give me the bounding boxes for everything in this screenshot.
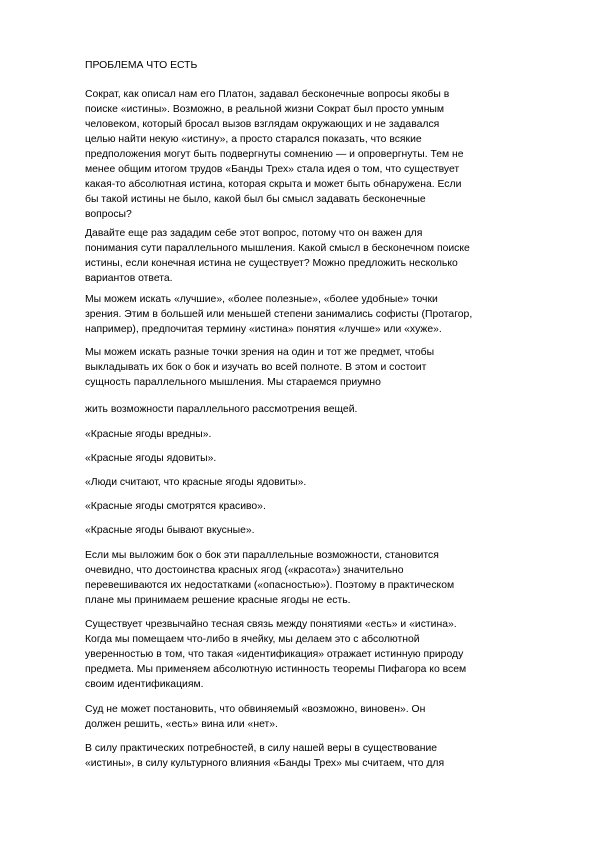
- paragraph-4-line-2: выкладывать их бок о бок и изучать во всей полноте. В этом и состоит: [85, 362, 427, 373]
- paragraph-11-line-4: плане мы принимаем решение красные ягоды не есть.: [85, 595, 351, 606]
- paragraph-1-line-6: менее общим итогом трудов «Банды Трех» стала идея о том, что существует: [85, 164, 460, 175]
- paragraph-2-line-3: истины, если конечная истина не существует? Можно предложить несколько: [85, 258, 458, 269]
- example-line-2: «Красные ягоды ядовиты».: [85, 453, 217, 464]
- paragraph-4-line-1: Мы можем искать разные точки зрения на один и тот же предмет, чтобы: [85, 347, 435, 358]
- paragraph-5-line-1: жить возможности параллельного рассмотрения вещей.: [85, 404, 358, 415]
- paragraph-1-line-9: вопросы?: [85, 209, 132, 220]
- paragraph-11-line-3: перевешиваются их недостатками («опасностью»). Поэтому в практическом: [85, 580, 455, 591]
- paragraph-2-line-2: понимания сути параллельного мышления. Какой смысл в бесконечном поиске: [85, 243, 470, 254]
- document-title: ПРОБЛЕМА ЧТО ЕСТЬ: [85, 60, 198, 71]
- paragraph-1-line-2: поиске «истины». Возможно, в реальной жизни Сократ был просто умным: [85, 104, 445, 115]
- paragraph-3-line-2: зрения. Этим в большей или меньшей степени занимались софисты (Протагор,: [85, 309, 473, 320]
- paragraph-12-line-5: своим идентификациям.: [85, 679, 204, 690]
- paragraph-4-line-3: сущность параллельного мышления. Мы стараемся приумно: [85, 377, 381, 388]
- paragraph-13-line-2: должен решить, «есть» вина или «нет».: [85, 719, 278, 730]
- paragraph-14-line-2: «истины», в силу культурного влияния «Банды Трех» мы считаем, что для: [85, 758, 445, 769]
- paragraph-13-line-1: Суд не может постановить, что обвиняемый «возможно, виновен». Он: [85, 704, 426, 715]
- paragraph-2-line-4: вариантов ответа.: [85, 273, 173, 284]
- paragraph-12-line-1: Существует чрезвычайно тесная связь между понятиями «есть» и «истина».: [85, 619, 457, 630]
- paragraph-1-line-4: целью найти некую «истину», а просто старался показать, что всякие: [85, 134, 422, 145]
- paragraph-12-line-4: предмета. Мы применяем абсолютную истинность теоремы Пифагора ко всем: [85, 664, 467, 675]
- paragraph-2-line-1: Давайте еще раз зададим себе этот вопрос, потому что он важен для: [85, 228, 423, 239]
- paragraph-11-line-1: Если мы выложим бок о бок эти параллельные возможности, становится: [85, 550, 439, 561]
- example-line-4: «Красные ягоды смотрятся красиво».: [85, 501, 266, 512]
- example-line-3: «Люди считают, что красные ягоды ядовиты».: [85, 477, 307, 488]
- paragraph-3-line-3: например), предпочитая термину «истина» понятия «лучше» или «хуже».: [85, 324, 442, 335]
- paragraph-12-line-2: Когда мы помещаем что-либо в ячейку, мы делаем это с абсолютной: [85, 634, 420, 645]
- example-line-1: «Красные ягоды вредны».: [85, 429, 212, 440]
- paragraph-14-line-1: В силу практических потребностей, в силу нашей веры в существование: [85, 743, 438, 754]
- paragraph-1-line-8: бы такой истины не было, какой был бы смысл задавать бесконечные: [85, 194, 426, 205]
- paragraph-11-line-2: очевидно, что достоинства красных ягод («красота») значительно: [85, 565, 404, 576]
- paragraph-1-line-5: предположения могут быть подвергнуты сомнению — и опровергнуты. Тем не: [85, 149, 464, 160]
- paragraph-12-line-3: уверенностью в том, что такая «идентификация» отражает истинную природу: [85, 649, 464, 660]
- paragraph-1-line-3: человеком, который бросал вызов взглядам окружающих и не задавался: [85, 119, 440, 130]
- paragraph-1-line-7: какая-то абсолютная истина, которая скрыта и может быть обнаружена. Если: [85, 179, 462, 190]
- example-line-5: «Красные ягоды бывают вкусные».: [85, 525, 255, 536]
- paragraph-1-line-1: Сократ, как описал нам его Платон, задавал бесконечные вопросы якобы в: [85, 89, 450, 100]
- paragraph-3-line-1: Мы можем искать «лучшие», «более полезные», «более удобные» точки: [85, 294, 438, 305]
